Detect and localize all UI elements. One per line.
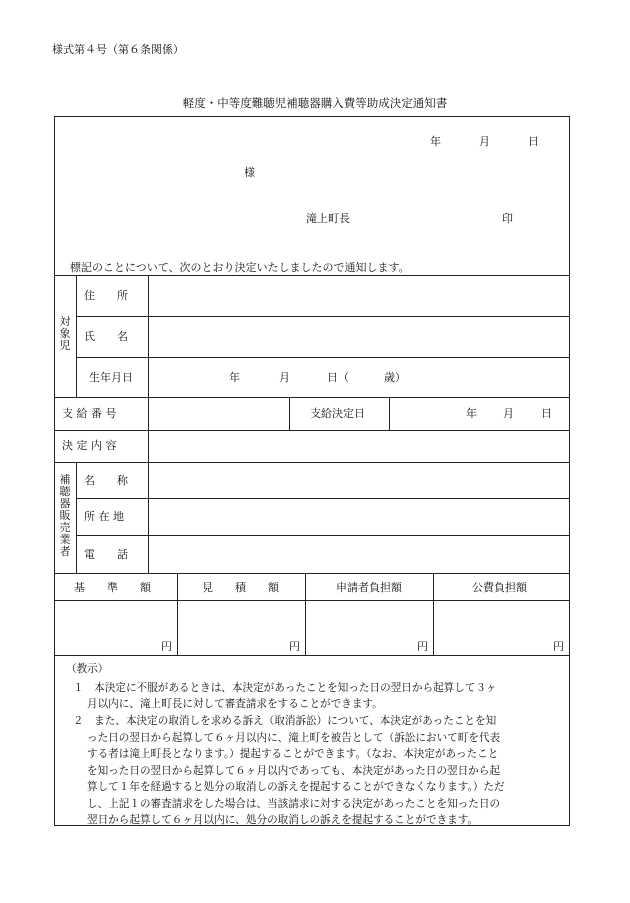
rule-header-bottom bbox=[54, 275, 570, 276]
name-label: 氏 名 bbox=[84, 330, 128, 343]
rule-label-column bbox=[148, 275, 149, 573]
issuer-name: 滝上町長 bbox=[306, 212, 350, 225]
birth-month: 月 bbox=[279, 371, 290, 384]
address-label: 住 所 bbox=[84, 289, 128, 302]
rule-amount-bottom bbox=[54, 655, 570, 656]
note-line: を知った日の翌日から起算して６ヶ月以内であっても、本決定があった日の翌日から起 bbox=[87, 765, 500, 777]
birth-day: 日（ bbox=[327, 371, 349, 384]
rule-vendor-group bbox=[76, 462, 77, 573]
child-group-label: 対 象 児 bbox=[59, 315, 71, 352]
payment-number-label: 支 給 番 号 bbox=[62, 407, 117, 420]
rule-payment-date bbox=[389, 397, 390, 430]
note-line: する者は滝上町長となります。）提起することができます。（なお、本決定があったこと bbox=[87, 748, 499, 760]
rule-payment-mid bbox=[289, 397, 290, 430]
rule-vendor-name-bottom bbox=[76, 498, 570, 499]
note-line: 翌日から起算して６ヶ月以内に、処分の取消しの訴えを提起することができます。 bbox=[87, 814, 479, 826]
header-day: 日 bbox=[528, 135, 539, 148]
form-reference: 様式第４号（第６条関係） bbox=[52, 43, 184, 56]
amount-unit-standard: 円 bbox=[161, 640, 172, 653]
header-year: 年 bbox=[430, 135, 441, 148]
rule-child-bottom bbox=[54, 397, 570, 398]
amount-header-applicant: 申請者負担額 bbox=[336, 581, 402, 594]
amount-header-public: 公費負担額 bbox=[472, 581, 527, 594]
birth-year: 年 bbox=[229, 371, 240, 384]
decision-content-label: 決 定 内 容 bbox=[62, 439, 117, 452]
amount-unit-estimate: 円 bbox=[289, 640, 300, 653]
amount-unit-applicant: 円 bbox=[417, 640, 428, 653]
rule-payment-bottom bbox=[54, 430, 570, 431]
note-line: 算して１年を経過すると処分の取消しの訴えを提起することができなくなります。）ただ bbox=[87, 781, 505, 793]
rule-amount-col3 bbox=[433, 573, 434, 655]
note-line: し、上記１の審査請求をした場合は、当該請求に対する決定があったことを知った日の bbox=[87, 798, 501, 810]
decision-day: 日 bbox=[541, 407, 552, 420]
seal-mark: 印 bbox=[502, 212, 513, 225]
vendor-phone-label: 電 話 bbox=[84, 548, 128, 561]
age-unit: 歳） bbox=[384, 371, 406, 384]
rule-amount-header-bottom bbox=[54, 600, 570, 601]
amount-header-standard: 基 準 額 bbox=[74, 581, 151, 594]
rule-amount-col2 bbox=[305, 573, 306, 655]
notes-heading: （教示） bbox=[66, 663, 109, 675]
vendor-name-label: 名 称 bbox=[84, 474, 128, 487]
rule-vendor-bottom bbox=[54, 573, 570, 574]
note-line: 月以内に、滝上町長に対して審査請求をすることができます。 bbox=[87, 698, 383, 710]
rule-name-bottom bbox=[76, 357, 570, 358]
decision-year: 年 bbox=[466, 407, 477, 420]
rule-address-bottom bbox=[76, 316, 570, 317]
decision-date-label: 支給決定日 bbox=[310, 407, 365, 420]
rule-amount-col1 bbox=[177, 573, 178, 655]
header-month: 月 bbox=[479, 135, 490, 148]
rule-vendor-location-bottom bbox=[76, 535, 570, 536]
rule-decision-bottom bbox=[54, 462, 570, 463]
decision-month: 月 bbox=[503, 407, 514, 420]
recipient-honorific: 様 bbox=[244, 166, 255, 179]
amount-header-estimate: 見 積 額 bbox=[202, 581, 279, 594]
intro-text: 標記のことについて、次のとおり決定いたしましたので通知します。 bbox=[70, 261, 410, 274]
note-line: った日の翌日から起算して６ヶ月以内に、滝上町を被告として（訴訟において町を代表 bbox=[87, 732, 501, 744]
note-line: １ 本決定に不服があるときは、本決定があったことを知った日の翌日から起算して３ヶ bbox=[73, 682, 497, 694]
birthdate-label: 生年月日 bbox=[89, 371, 133, 384]
note-line: ２ また、本決定の取消しを求める訴え（取消訴訟）について、本決定があったことを知 bbox=[73, 715, 497, 727]
vendor-group-label: 補 聴 器 販 売 業 者 bbox=[59, 473, 71, 558]
vendor-location-label: 所 在 地 bbox=[84, 510, 124, 523]
amount-unit-public: 円 bbox=[553, 640, 564, 653]
document-title: 軽度・中等度難聴児補聴器購入費等助成決定通知書 bbox=[182, 96, 448, 110]
rule-child-group bbox=[76, 275, 77, 397]
